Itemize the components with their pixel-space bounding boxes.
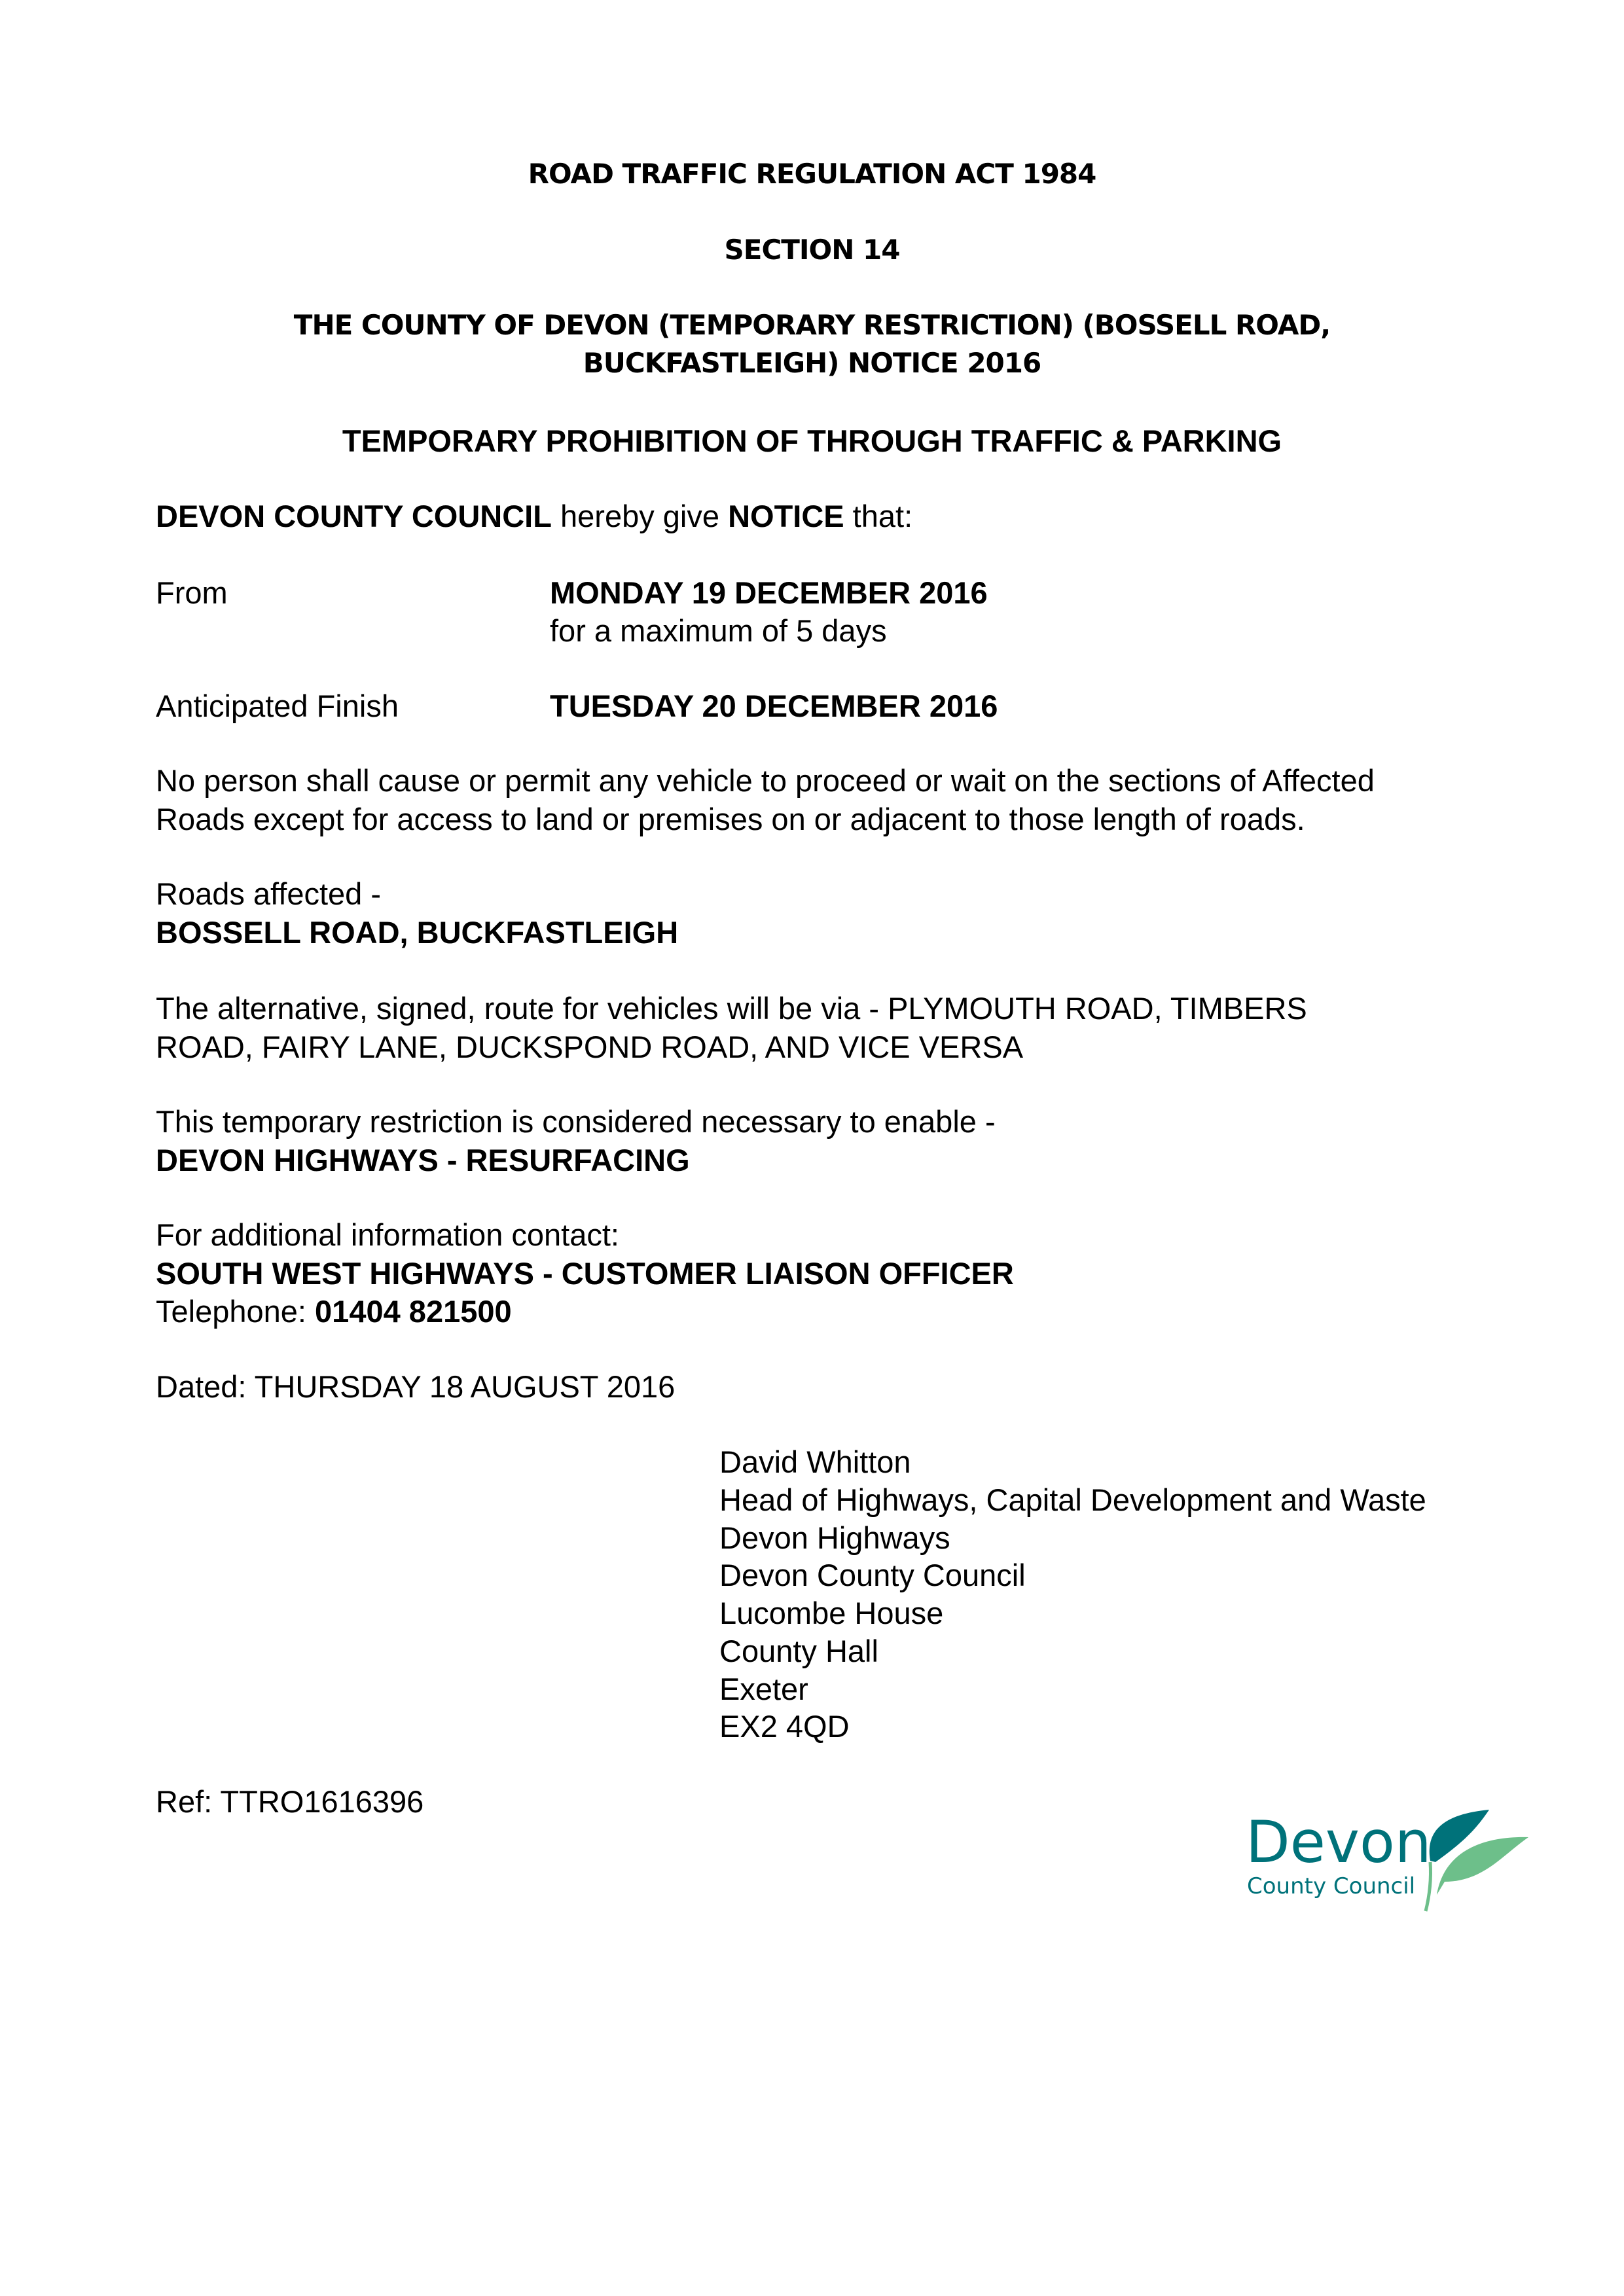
from-label: From bbox=[156, 575, 228, 610]
order-title-line-2: BUCKFASTLEIGH) NOTICE 2016 bbox=[583, 347, 1041, 379]
finish-date: TUESDAY 20 DECEMBER 2016 bbox=[550, 689, 998, 723]
restriction-line-2: Roads except for access to land or premises on or adjacent to those length of roads. bbox=[156, 802, 1305, 836]
logo-devon-text: Devon bbox=[1246, 1808, 1432, 1876]
intro-text: hereby give bbox=[551, 499, 729, 533]
intro-end: that: bbox=[844, 499, 913, 533]
alternative-line-2: ROAD, FAIRY LANE, DUCKSPOND ROAD, AND VICE VERSA bbox=[156, 1030, 1024, 1064]
council-name: DEVON COUNTY COUNCIL bbox=[156, 499, 552, 533]
dated: Dated: THURSDAY 18 AUGUST 2016 bbox=[156, 1369, 676, 1404]
roads-value: BOSSELL ROAD, BUCKFASTLEIGH bbox=[156, 915, 679, 950]
order-title-line-1: THE COUNTY OF DEVON (TEMPORARY RESTRICTION) (BOSSELL ROAD, bbox=[293, 309, 1331, 341]
alternative-line-1: The alternative, signed, route for vehicles will be via - PLYMOUTH ROAD, TIMBERS bbox=[156, 991, 1307, 1026]
signatory-line: County Hall bbox=[719, 1634, 878, 1668]
reason-label: This temporary restriction is considered necessary to enable - bbox=[156, 1104, 996, 1139]
signatory-line: Devon Highways bbox=[719, 1520, 950, 1555]
signatory-line: Exeter bbox=[719, 1672, 808, 1706]
phone-number: 01404 821500 bbox=[315, 1294, 512, 1329]
signatory-line: Devon County Council bbox=[719, 1558, 1026, 1592]
section-title: SECTION 14 bbox=[724, 234, 900, 266]
from-date: MONDAY 19 DECEMBER 2016 bbox=[550, 575, 988, 610]
roads-label: Roads affected - bbox=[156, 876, 382, 911]
signatory-line: David Whitton bbox=[719, 1444, 911, 1479]
notice-subtitle: TEMPORARY PROHIBITION OF THROUGH TRAFFIC & PARKING bbox=[342, 423, 1282, 458]
intro-line bbox=[156, 497, 912, 535]
devon-county-council-logo bbox=[1240, 1797, 1548, 1914]
signatory-line: Head of Highways, Capital Development and Waste bbox=[719, 1482, 1426, 1517]
logo-sub-text: County Council bbox=[1247, 1873, 1416, 1899]
restriction-line-1: No person shall cause or permit any vehicle to proceed or wait on the sections of Affected bbox=[156, 763, 1375, 798]
duration: for a maximum of 5 days bbox=[550, 613, 887, 648]
act-title: ROAD TRAFFIC REGULATION ACT 1984 bbox=[528, 158, 1096, 190]
contact-label: For additional information contact: bbox=[156, 1217, 619, 1252]
contact-name: SOUTH WEST HIGHWAYS - CUSTOMER LIAISON OFFICER bbox=[156, 1256, 1014, 1291]
finish-label: Anticipated Finish bbox=[156, 689, 399, 723]
reason-value: DEVON HIGHWAYS - RESURFACING bbox=[156, 1143, 690, 1177]
notice-word: NOTICE bbox=[728, 499, 844, 533]
signatory-line: Lucombe House bbox=[719, 1596, 944, 1630]
reference: Ref: TTRO1616396 bbox=[156, 1784, 424, 1819]
phone-label: Telephone: bbox=[156, 1294, 316, 1329]
signatory-line: EX2 4QD bbox=[719, 1709, 850, 1744]
contact-phone-line bbox=[156, 1293, 512, 1331]
